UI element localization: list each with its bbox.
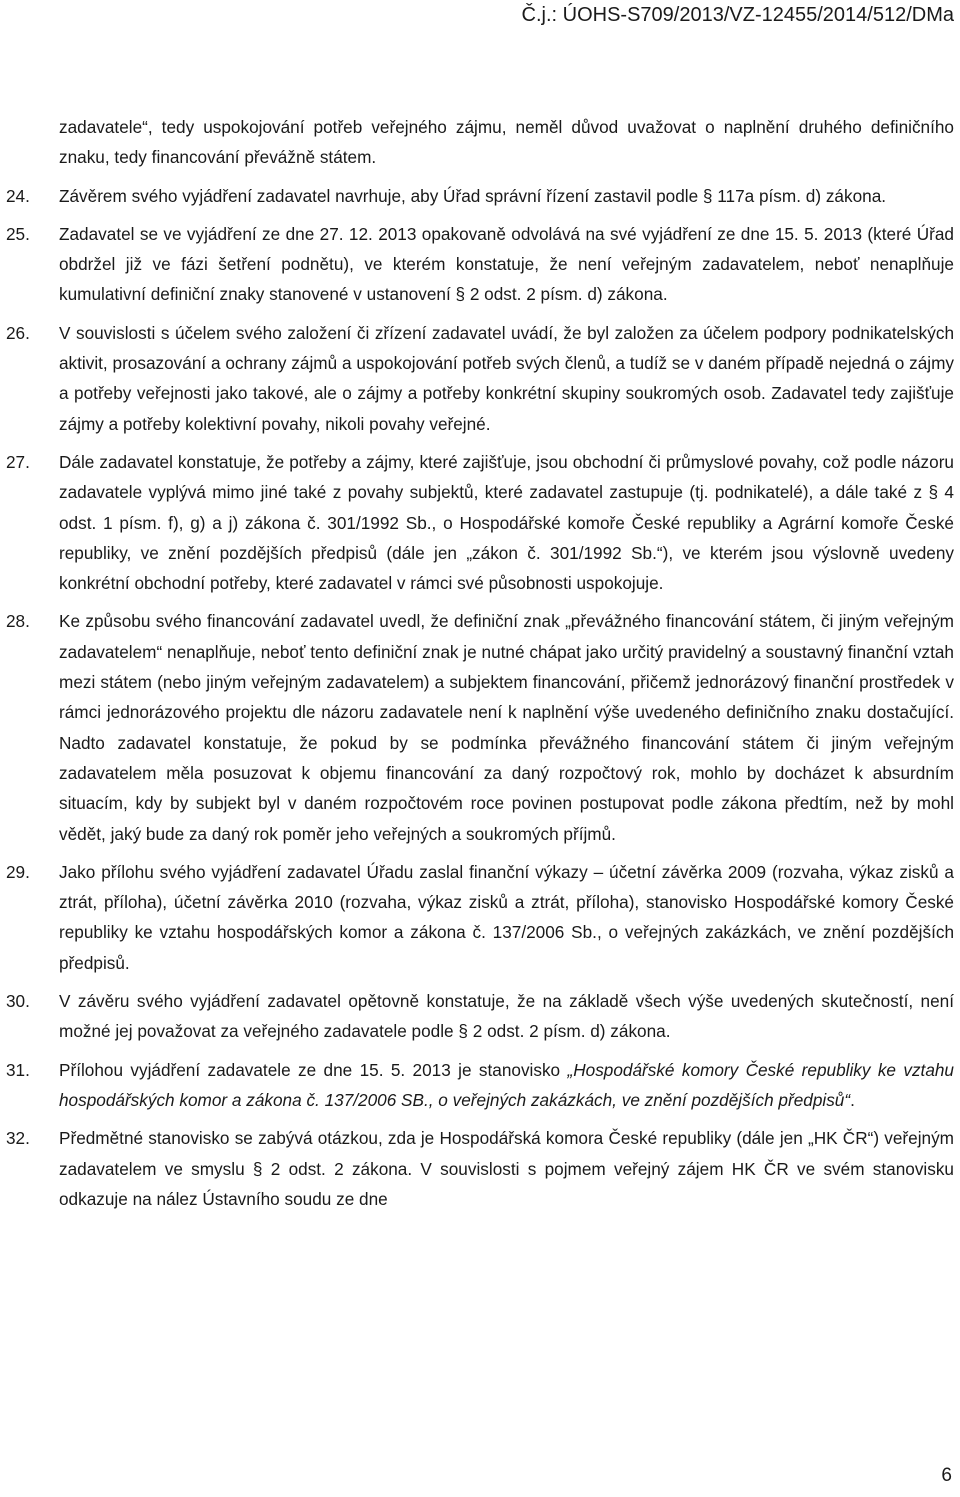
paragraph-number: 25. [6, 223, 30, 244]
paragraph-text: Dále zadavatel konstatuje, že potřeby a zájmy, které zajišťuje, jsou obchodní či průmyslové povahy, což podle názoru zadavatele vyplývá mimo jiné také z povahy subjektů, které zadavatel zastupuje (tj. podnikatelé), a dále také z [59, 451, 954, 503]
paragraph-number: 26. [6, 322, 30, 343]
section-sign: § [702, 185, 713, 206]
paragraph-26 [6, 318, 954, 439]
paragraph-text: Jako přílohu svého vyjádření zadavatel Úřadu zaslal finanční výkazy – účetní závěrka 2009 (rozvaha, výkaz zisků a ztrát, příloha), účetní závěrka 2010 (rozvaha, výkaz zisků a ztrát, příloha), stanovisko Hospodářské komory České republiky ke vztahu hospodářských komor a zákona č. 137/2006 Sb., o veřejných zakázkách, ve znění pozdějších předpisů. [59, 861, 954, 973]
paragraph-text-cont: . [850, 1089, 855, 1110]
section-sign: § [458, 1021, 468, 1042]
paragraph-text-cont: 4 odst. 1 písm. f), g) a j) zákona č. 301/1992 Sb., o Hospodářské komoře České republiky a Agrární komoře České republiky, ve znění pozdějších předpisů (dále jen „zákon č. 301/1992 Sb.“), ve kterém jsou výslovně uvedeny konkrétní obchodní potřeby, které zadavatel v rámci své působnosti uspokojuje. [59, 482, 954, 594]
paragraph-text-cont: 2 odst. 2 písm. d) zákona. [467, 1021, 671, 1042]
paragraph-text: Přílohou vyjádření zadavatele ze dne 15. 5. 2013 je stanovisko [59, 1059, 568, 1080]
cited-document-title: „Hospodářské komory České republiky ke vztahu hospodářských komor a zákona č. 137/2006 SB., o veřejných zakázkách, ve znění pozdějších předpisů“ [59, 1059, 954, 1110]
paragraph-25 [6, 219, 954, 310]
paragraph-number: 30. [6, 991, 30, 1012]
paragraph-text-cont: 2 odst. 2 písm. d) zákona. [465, 284, 668, 305]
paragraph-text: V souvislosti s účelem svého založení či zřízení zadavatel uvádí, že byl založen za účelem podpory podnikatelských aktivit, prosazování a ochrany zájmů a uspokojování potřeb svých členů, a tudíž se v daném případě nejedná o zájmy a potřeby veřejnosti jako takové, ale o zájmy a potřeby konkrétní skupiny soukromých osob. Zadavatel tedy zajišťuje zájmy a potřeby kolektivní povahy, nikoli povahy veřejné. [59, 322, 954, 434]
paragraph-text-cont: 117a písm. d) zákona. [712, 185, 887, 206]
paragraph-text: Ke způsobu svého financování zadavatel uvedl, že definiční znak „převážného financování státem, či jiným veřejným zadavatelem“ nenaplňuje, neboť tento definiční znak je nutné chápat jako určitý pravidelný a soustavný finanční vztah mezi státem (nebo jiným veřejným zadavatelem) a subjektem financování, přičemž jednorázový finanční prostředek v rámci jednorázového projektu dle názoru zadavatele není k naplnění výše uvedeného definičního znaku dostačující. Nadto zadavatel konstatuje, že pokud by se podmínka převážného financování státem či jiným veřejným zadavatelem měla posuzovat k objemu financování za daný rozpočtový rok, mohlo by docházet k absurdním situacím, kdy by subjekt byl v daném rozpočtovém roce povinen postupovat podle zákona předtím, než by mohl vědět, jaký bude za daný rok poměr jeho veřejných a soukromých příjmů. [59, 611, 954, 844]
section-sign: § [928, 482, 939, 503]
page-number: 6 [941, 1465, 952, 1486]
paragraph-text: Závěrem svého vyjádření zadavatel navrhuje, aby Úřad správní řízení zastavil podle [59, 185, 703, 206]
paragraph-28 [6, 606, 954, 848]
paragraph-24 [6, 181, 954, 211]
paragraph-text: V závěru svého vyjádření zadavatel opětovně konstatuje, že na základě všech výše uvedených skutečností, není možné jej považovat za veřejného zadavatele podle [59, 991, 954, 1042]
paragraph-text-cont: 2 odst. 2 zákona. V souvislosti s pojmem veřejný zájem HK ČR ve svém stanovisku odkazuje na nález Ústavního soudu ze dne [59, 1158, 954, 1209]
paragraph-number: 29. [6, 861, 30, 882]
paragraph-31 [6, 1055, 954, 1116]
paragraph-number: 24. [6, 185, 30, 206]
paragraph-number: 32. [6, 1128, 30, 1149]
paragraph-32 [6, 1123, 954, 1214]
paragraph-number: 31. [6, 1059, 30, 1080]
paragraph-number: 28. [6, 611, 30, 632]
section-sign: § [252, 1158, 263, 1179]
continued-paragraph: zadavatele“, tedy uspokojování potřeb veřejného zájmu, neměl důvod uvažovat o naplnění druhého definičního znaku, tedy financování převážně státem. [59, 117, 954, 168]
paragraph-text: Předmětné stanovisko se zabývá otázkou, zda je Hospodářská komora České republiky (dále jen „HK ČR“) veřejným zadavatelem ve smyslu [59, 1128, 954, 1179]
paragraph-number: 27. [6, 451, 30, 472]
paragraph-text: Zadavatel se ve vyjádření ze dne 27. 12. 2013 opakovaně odvolává na své vyjádření ze dne 15. 5. 2013 (které Úřad obdržel již ve fázi šetření podnětu), ve kterém konstatuje, že není veřejným zadavatelem, neboť nenaplňuje kumulativní definiční znaky stanovené v ustanovení [59, 223, 954, 305]
section-sign: § [455, 284, 466, 305]
document-reference-header: Č.j.: ÚOHS-S709/2013/VZ-12455/2014/512/DMa [521, 4, 954, 26]
paragraph-30 [6, 986, 954, 1047]
document-body [0, 112, 960, 1214]
paragraph-29 [6, 857, 954, 978]
paragraph-27 [6, 447, 954, 598]
